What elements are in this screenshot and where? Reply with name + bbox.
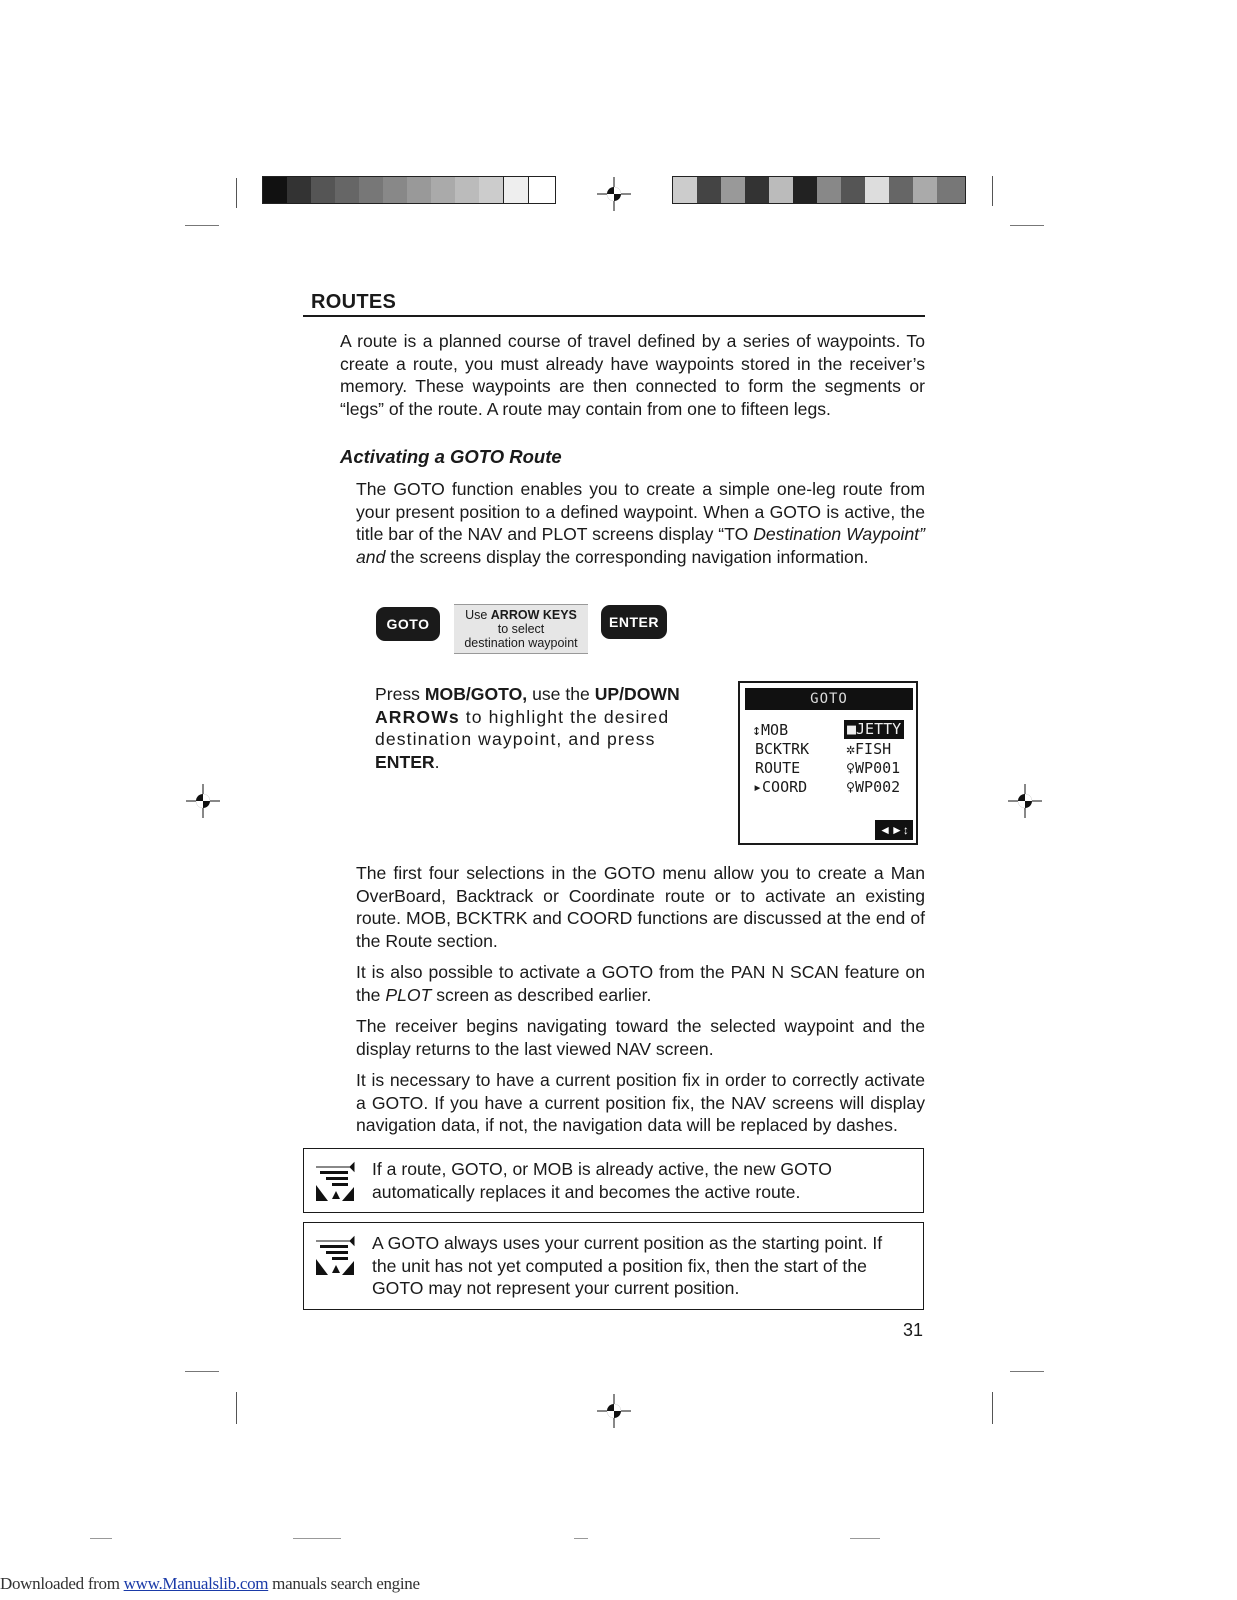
pan-scan-italic: PLOT: [385, 984, 432, 1005]
goto-instruction: [375, 683, 685, 773]
crop-mark: [236, 178, 237, 208]
navigation-text: The receiver begins navigating toward the selected waypoint and the display returns to the last viewed NAV screen.: [356, 1016, 925, 1059]
note-box: [303, 1222, 924, 1310]
pan-scan-text-end: screen as described earlier.: [431, 984, 652, 1005]
position-fix-text: It is necessary to have a current position fix in order to correctly activate a GOTO. If you have a current position fix, the NAV screens will display navigation data, if not, the navigation data will be replaced by dashes.: [356, 1070, 925, 1135]
screen-left-item: ROUTE: [755, 759, 801, 777]
scan-artifact: [90, 1538, 112, 1539]
footer-prefix: Downloaded from: [0, 1574, 124, 1593]
menu-description-text: The first four selections in the GOTO menu allow you to create a Man OverBoard, Backtrack or Coordinate route or to activate an existing route. MOB, BCKTRK and COORD functions are discussed at the end of the Route section.: [356, 863, 925, 951]
scan-artifact: [293, 1538, 341, 1539]
page-number: 31: [903, 1320, 924, 1340]
goto-key: GOTO: [376, 607, 440, 641]
instr-period: .: [434, 751, 440, 772]
goto-screen: [738, 681, 918, 845]
page-title: ROUTES: [311, 291, 397, 313]
goto-desc-italic: Destination Waypoint” and: [356, 524, 925, 567]
screen-right-item: ✲FISH: [846, 740, 892, 758]
arrow-keys-line2: to select: [497, 622, 545, 636]
instr-use: use the: [527, 684, 595, 704]
registration-bar-right: [672, 176, 966, 204]
instr-arrows: ARROWs: [375, 706, 460, 727]
footer-link[interactable]: www.Manualslib.com: [123, 1574, 269, 1593]
crop-mark: [992, 176, 993, 206]
note-box: [303, 1148, 924, 1213]
instr-updown: UP/DOWN: [594, 684, 680, 704]
footer-suffix: manuals search engine: [268, 1574, 420, 1593]
pan-scan-text: It is also possible to activate a GOTO from the PAN N SCAN feature on the: [356, 962, 925, 1005]
crop-mark: [236, 1392, 237, 1424]
intro-paragraph: [340, 330, 925, 420]
crop-mark: [992, 1392, 993, 1424]
goto-desc-text-end: the screens display the corresponding navigation information.: [385, 546, 869, 567]
pan-scan-paragraph: [356, 961, 925, 1006]
note-text: A GOTO always uses your current position as the starting point. If the unit has not yet computed a position fix, then the start of the GOTO may not represent your current position.: [372, 1233, 883, 1298]
arrow-keys-instruction: [454, 604, 588, 654]
title-rule: [303, 315, 925, 317]
screen-left-item: ▸COORD: [753, 778, 808, 796]
intro-text: A route is a planned course of travel defined by a series of waypoints. To create a route, you must already have waypoints stored in the receiver’s memory. These waypoints are then connected to form the segments or “legs” of the route. A route may contain from one to fifteen legs.: [340, 331, 925, 419]
screen-arrows-icon: ◄►↕: [875, 820, 913, 840]
crop-mark: [1010, 1371, 1044, 1372]
crop-mark: [185, 1371, 219, 1372]
note-icon: [314, 1161, 356, 1203]
goto-desc-text: The GOTO function enables you to create a simple one-leg route from your present position to a defined waypoint. When a GOTO is active, the title bar of the NAV and PLOT screens display “TO: [356, 479, 925, 544]
goto-description: [356, 478, 925, 568]
arrow-keys-bold: ARROW KEYS: [490, 608, 577, 622]
arrow-keys-pre: Use: [465, 608, 491, 622]
scan-artifact: [574, 1538, 588, 1539]
menu-description: [356, 862, 925, 952]
screen-selected-item: ■JETTY: [844, 720, 904, 739]
footer: [0, 1574, 420, 1594]
screen-title: GOTO: [745, 688, 913, 710]
screen-right-item: ♀WP001: [846, 759, 901, 777]
instr-rest: to highlight the desired destination waypoint, and press: [375, 706, 670, 749]
position-fix-paragraph: [356, 1069, 925, 1137]
screen-right-item: ♀WP002: [846, 778, 901, 796]
scan-artifact: [850, 1538, 880, 1539]
screen-left-item: BCKTRK: [755, 740, 810, 758]
note-text: If a route, GOTO, or MOB is already active, the new GOTO automatically replaces it and becomes the active route.: [372, 1159, 832, 1202]
instr-press: Press: [375, 684, 425, 704]
crop-mark: [1010, 225, 1044, 226]
crosshair-icon: [1008, 784, 1042, 818]
arrow-keys-line3: destination waypoint: [464, 636, 578, 650]
crosshair-icon: [186, 784, 220, 818]
registration-bar-left: [262, 176, 556, 204]
enter-key: ENTER: [601, 605, 667, 639]
instr-mobgoto: MOB/GOTO,: [424, 684, 528, 704]
crosshair-icon: [597, 1394, 631, 1428]
subsection-heading: Activating a GOTO Route: [340, 446, 562, 467]
crosshair-icon: [597, 177, 631, 211]
note-icon: [314, 1235, 356, 1277]
navigation-paragraph: [356, 1015, 925, 1060]
crop-mark: [185, 225, 219, 226]
instr-enter: ENTER: [375, 751, 435, 772]
screen-left-item: ↕MOB: [752, 721, 789, 739]
